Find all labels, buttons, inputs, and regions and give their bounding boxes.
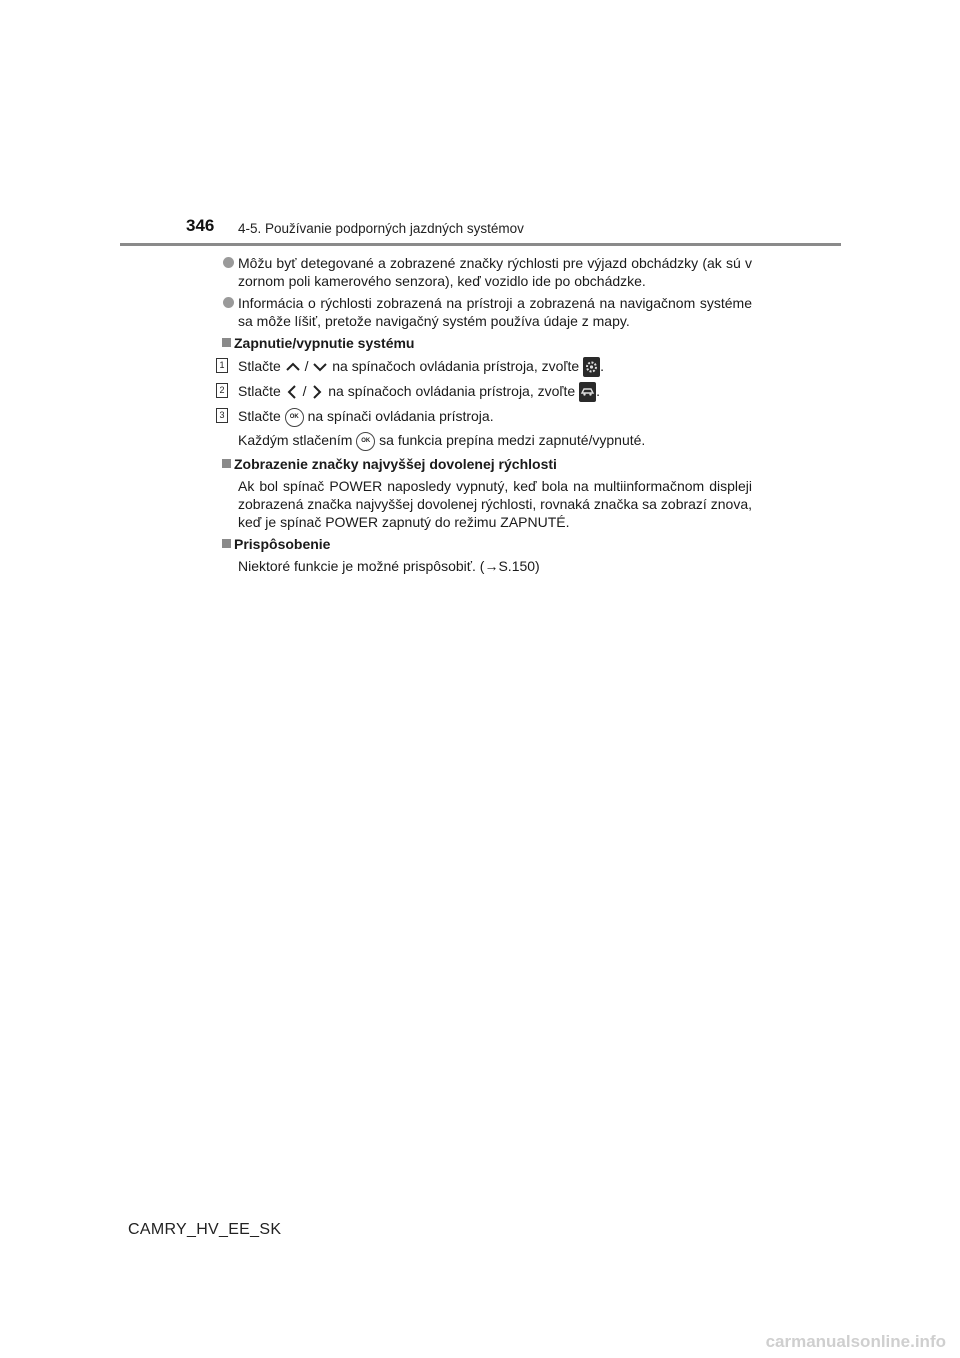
page-number: 346 <box>186 216 215 235</box>
separator: / <box>304 358 309 374</box>
settings-gear-icon <box>583 357 600 377</box>
bullet-dot-icon <box>223 257 234 268</box>
watermark: carmanualsonline.info <box>765 1332 946 1351</box>
chevron-up-icon <box>285 361 301 373</box>
step-text: Stlačte <box>238 383 281 399</box>
document-code: CAMRY_HV_EE_SK <box>128 1221 282 1238</box>
step-text: na spínači ovládania prístroja. <box>307 408 494 424</box>
note-text: Každým stlačením <box>238 432 353 448</box>
period: . <box>600 358 604 374</box>
step-text: na spínačoch ovládania prístroja, zvoľte <box>332 358 580 374</box>
step-text: na spínačoch ovládania prístroja, zvoľte <box>328 383 576 399</box>
section-heading <box>222 455 752 473</box>
step-text: Stlačte <box>238 408 281 424</box>
bullet-dot-icon <box>223 297 234 308</box>
section-paragraph: Ak bol spínač POWER naposledy vypnutý, keď bola na multiinformačnom displeji zobrazená značka najvyššej dovolenej rýchlosti, rovnaká značka sa zobrazí znova, keď je spínač POWER zapnutý do režimu ZAPNUTÉ. <box>238 477 752 530</box>
step-2 <box>219 381 752 403</box>
bullet-item <box>222 294 752 330</box>
section-title: Zobrazenie značky najvyššej dovolenej rýchlosti <box>234 455 557 472</box>
note-text: sa funkcia prepína medzi zapnuté/vypnuté. <box>379 432 646 448</box>
section-title: Zapnutie/vypnutie systému <box>234 335 415 351</box>
separator: / <box>302 383 307 399</box>
step-number: 3 <box>216 408 228 423</box>
bullet-item <box>222 254 752 290</box>
section-paragraph: Niektoré funkcie je možné prispôsobiť. (→S.150) <box>238 557 540 574</box>
step-3 <box>219 406 752 428</box>
section-heading <box>222 535 752 553</box>
page-content <box>219 254 752 579</box>
period: . <box>596 383 600 399</box>
chevron-right-icon <box>310 384 324 400</box>
chevron-left-icon <box>285 384 299 400</box>
bullet-text: Môžu byť detegované a zobrazené značky rýchlosti pre výjazd obchádzky (ak sú v zornom poli kamerového senzora), keď vozidlo ide po obchádzke. <box>238 255 752 289</box>
step-note <box>222 431 752 451</box>
square-bullet-icon <box>222 459 231 468</box>
header-rule <box>120 243 841 246</box>
bullet-text: Informácia o rýchlosti zobrazená na prístroji a zobrazená na navigačnom systéme sa môže líšiť, pretože navigačný systém používa údaje z mapy. <box>238 295 752 329</box>
car-assist-icon <box>579 382 596 402</box>
square-bullet-icon <box>222 338 231 347</box>
ok-button-icon: OK <box>285 408 304 427</box>
chevron-down-icon <box>312 361 328 373</box>
step-1 <box>219 356 752 378</box>
running-header: 4-5. Používanie podporných jazdných systémov <box>238 221 524 236</box>
ok-button-icon: OK <box>356 432 375 451</box>
section-heading <box>222 334 752 352</box>
step-number: 2 <box>216 383 228 398</box>
section-title: Prispôsobenie <box>234 535 331 552</box>
square-bullet-icon <box>222 539 231 548</box>
step-text: Stlačte <box>238 358 281 374</box>
step-number: 1 <box>216 358 228 373</box>
